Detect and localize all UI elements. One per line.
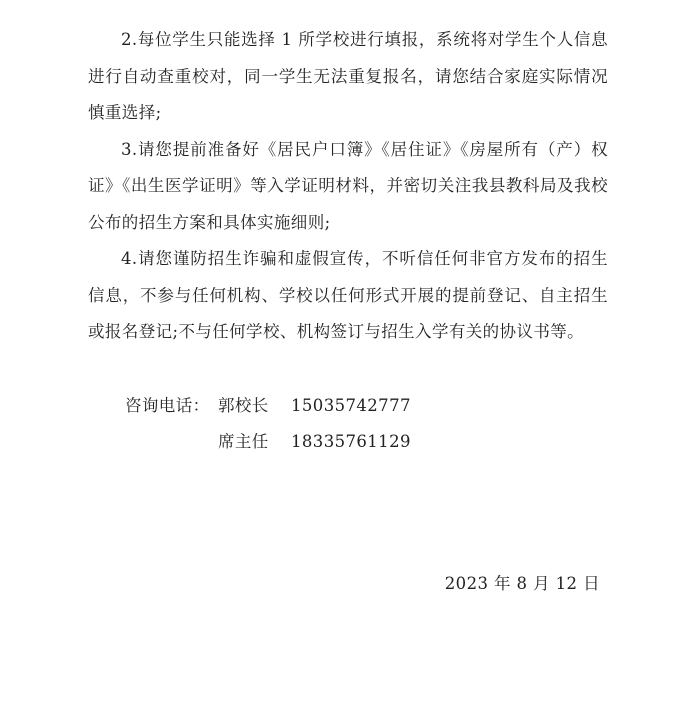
paragraph-item-4: 4.请您谨防招生诈骗和虚假宣传，不听信任何非官方发布的招生信息，不参与任何机构、学校以任何形式开展的提前登记、自主招生或报名登记;不与任何学校、机构签订与招生入学有关的协议书等。 [88,249,608,341]
contact-label: 咨询电话： [125,396,210,415]
contact-label-spacer [125,424,218,460]
contact-row [125,424,411,460]
paragraph-item-3: 3.请您提前准备好《居民户口簿》《居住证》《房屋所有（产）权证》《出生医学证明》等入学证明材料，并密切关注我县教科局及我校公布的招生方案和具体实施细则; [88,139,608,232]
contact-name: 席主任 [218,432,269,451]
document-date: 2023 年 8 月 12 日 [444,574,600,593]
contact-phone: 18335761129 [291,432,411,451]
paragraph-item-2: 2.每位学生只能选择 1 所学校进行填报，系统将对学生个人信息进行自动查重校对，同一学生无法重复报名，请您结合家庭实际情况慎重选择; [88,30,608,122]
contact-phone: 15035742777 [291,396,411,415]
contact-name: 郭校长 [218,396,269,415]
notice-body [88,22,608,351]
contact-row [125,388,411,424]
contact-block [125,388,411,460]
